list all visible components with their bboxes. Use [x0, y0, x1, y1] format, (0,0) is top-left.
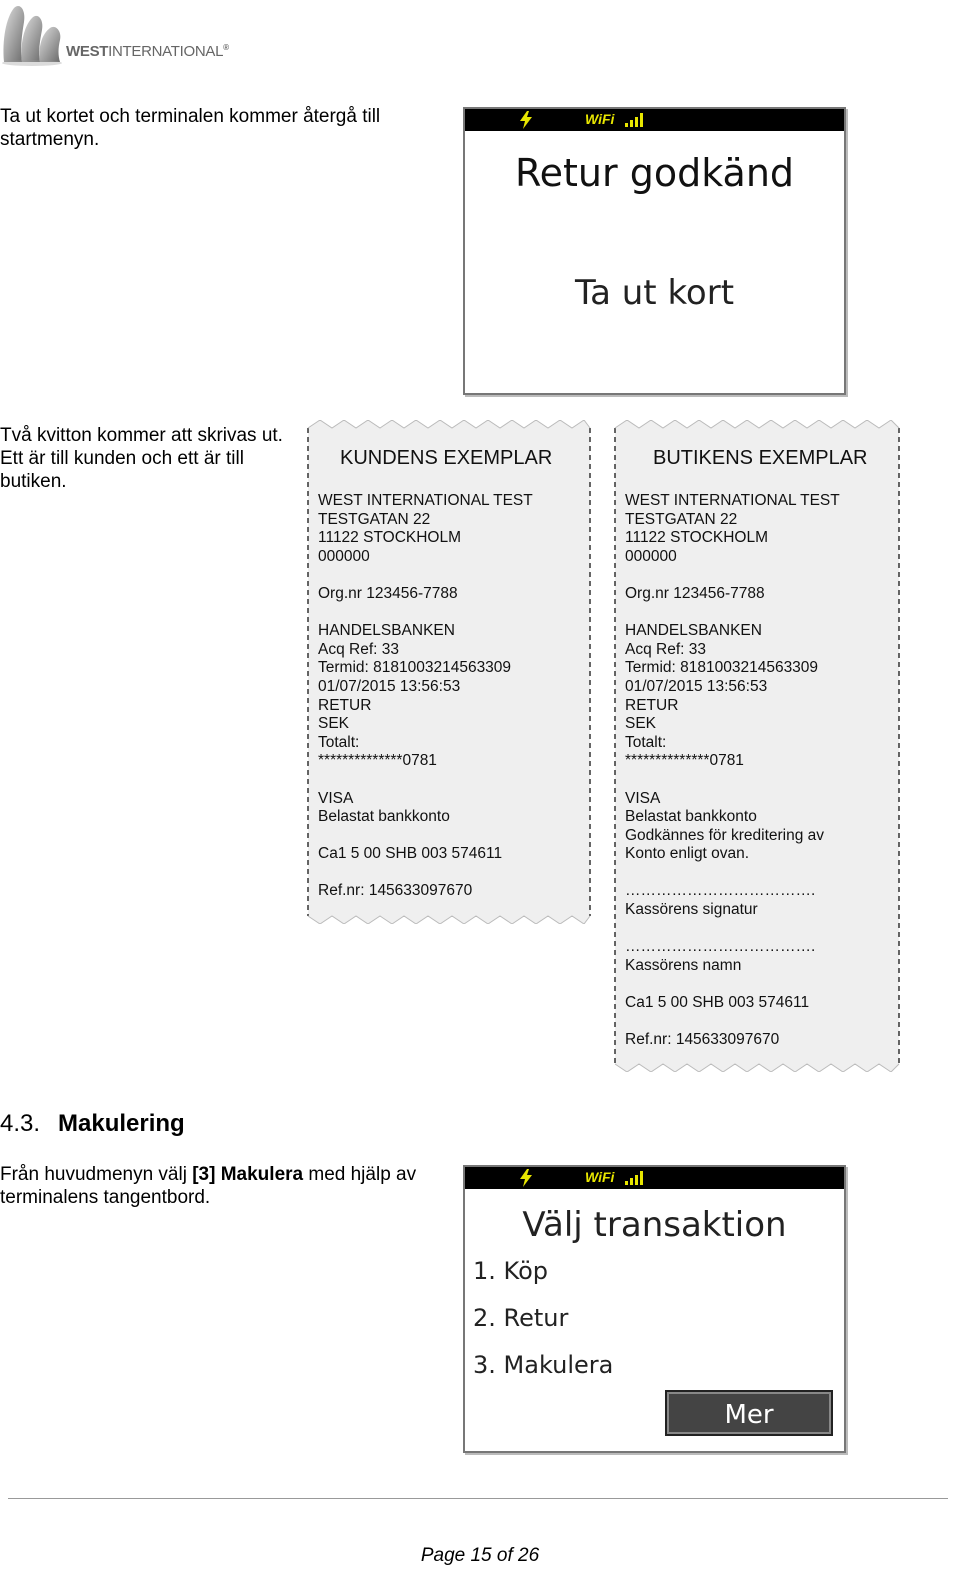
receipt-line	[318, 604, 533, 623]
receipt-line: TESTGATAN 22	[318, 510, 431, 528]
power-bolt-icon	[519, 1169, 533, 1187]
receipt-line	[625, 975, 840, 994]
receipt-line: Acq Ref: 33	[318, 640, 399, 658]
receipt-line: SEK	[318, 715, 350, 733]
terminal-status-bar	[465, 1167, 844, 1189]
receipt-line	[625, 771, 840, 790]
receipt-line: 01/07/2015 13:56:53	[625, 677, 768, 695]
power-bolt-icon	[519, 111, 533, 129]
terminal-status-bar	[465, 109, 844, 131]
receipt-line: Ca1 5 00 SHB 003 574611	[318, 845, 503, 863]
receipt-line: VISA	[318, 789, 354, 807]
intro3-post: med hjälp av terminalens tangentbord.	[0, 1164, 417, 1208]
receipt-line: Termid: 8181003214563309	[318, 659, 512, 677]
receipt-line: 11122 STOCKHOLM	[625, 529, 769, 547]
logo-brand-rest: INTERNATIONAL	[108, 43, 224, 60]
receipt-line: 11122 STOCKHOLM	[318, 529, 462, 547]
receipt-line: Totalt:	[318, 733, 360, 751]
receipt-line: VISA	[625, 789, 661, 807]
screen-title: Välj transaktion	[522, 1205, 787, 1245]
receipt-line	[625, 566, 840, 585]
receipt-line: WEST INTERNATIONAL TEST	[318, 492, 533, 509]
more-button[interactable]: Mer	[665, 1390, 833, 1436]
terminal-screen-return-approved	[463, 107, 846, 395]
wifi-label: WiFi	[585, 111, 615, 127]
receipt-line	[318, 566, 533, 585]
receipt-line: SEK	[625, 715, 657, 733]
receipt-line: Org.nr 123456-7788	[625, 584, 765, 602]
receipt-line: Org.nr 123456-7788	[318, 584, 458, 602]
customer-receipt-title: KUNDENS EXEMPLAR	[340, 447, 553, 469]
receipt-line: Ref.nr: 145633097670	[625, 1031, 780, 1049]
page-footer: Page 15 of 26	[420, 1545, 540, 1566]
receipt-line: **************0781	[625, 752, 744, 770]
receipt-line: TESTGATAN 22	[625, 510, 738, 528]
receipt-line: 000000	[625, 547, 677, 565]
receipt-line	[625, 604, 840, 623]
store-receipt-title: BUTIKENS EXEMPLAR	[653, 447, 868, 469]
receipt-line: ……………………………….	[625, 882, 816, 900]
receipt-line: Ref.nr: 145633097670	[318, 882, 473, 900]
intro3-bold: [3] Makulera	[192, 1164, 304, 1185]
section-title: Makulering	[58, 1110, 185, 1137]
intro-paragraph-return: Ta ut kortet och terminalen kommer återgå till startmenyn.	[0, 106, 381, 150]
receipt-line: Termid: 8181003214563309	[625, 659, 819, 677]
intro3-pre: Från huvudmenyn välj	[0, 1164, 193, 1185]
receipt-line: Acq Ref: 33	[625, 640, 706, 658]
receipt-line: Ca1 5 00 SHB 003 574611	[625, 994, 810, 1012]
signal-bars-icon	[625, 113, 643, 127]
receipt-line: HANDELSBANKEN	[625, 622, 762, 640]
menu-item-kop[interactable]: 1. Köp	[473, 1257, 548, 1285]
receipt-line	[318, 827, 533, 846]
receipt-line: RETUR	[318, 696, 372, 714]
receipt-line: 01/07/2015 13:56:53	[318, 677, 461, 695]
intro-paragraph-receipts: Två kvitton kommer att skrivas ut. Ett är till kunden och ett är till butiken.	[0, 425, 283, 492]
receipt-line: Kassörens namn	[625, 956, 742, 974]
intro-paragraph-void	[0, 1163, 430, 1209]
receipt-line	[318, 771, 533, 790]
logo-wordmark	[66, 43, 229, 60]
signal-bars-icon	[625, 1171, 643, 1185]
section-number: 4.3.	[0, 1110, 41, 1137]
screen-title: Retur godkänd	[514, 151, 795, 195]
receipt-line: HANDELSBANKEN	[318, 622, 455, 640]
footer-divider	[8, 1498, 948, 1499]
screen-subtitle: Ta ut kort	[574, 273, 735, 313]
receipt-line: ……………………………….	[625, 938, 816, 956]
receipt-line: Konto enligt ovan.	[625, 845, 750, 863]
logo-registered-mark: ®	[223, 43, 229, 52]
receipt-line: **************0781	[318, 752, 437, 770]
wifi-label: WiFi	[585, 1169, 615, 1185]
logo-brand-bold: WEST	[66, 43, 109, 60]
receipt-line	[318, 864, 533, 883]
receipt-line: Totalt:	[625, 733, 667, 751]
receipt-line	[625, 1013, 840, 1032]
receipt-line: Kassörens signatur	[625, 901, 758, 919]
store-receipt-lines	[625, 492, 840, 1050]
receipt-line: RETUR	[625, 696, 679, 714]
receipt-line: WEST INTERNATIONAL TEST	[625, 492, 840, 509]
menu-item-retur[interactable]: 2. Retur	[473, 1304, 569, 1332]
menu-item-makulera[interactable]: 3. Makulera	[473, 1351, 614, 1379]
receipt-line	[625, 864, 840, 883]
terminal-screen-select-transaction	[463, 1165, 846, 1453]
receipt-line: 000000	[318, 547, 370, 565]
receipt-line: Godkännes för kreditering av	[625, 826, 825, 844]
receipt-line	[625, 920, 840, 939]
receipt-line: Belastat bankkonto	[625, 808, 757, 826]
customer-receipt-lines	[318, 492, 533, 901]
receipt-line: Belastat bankkonto	[318, 808, 450, 826]
